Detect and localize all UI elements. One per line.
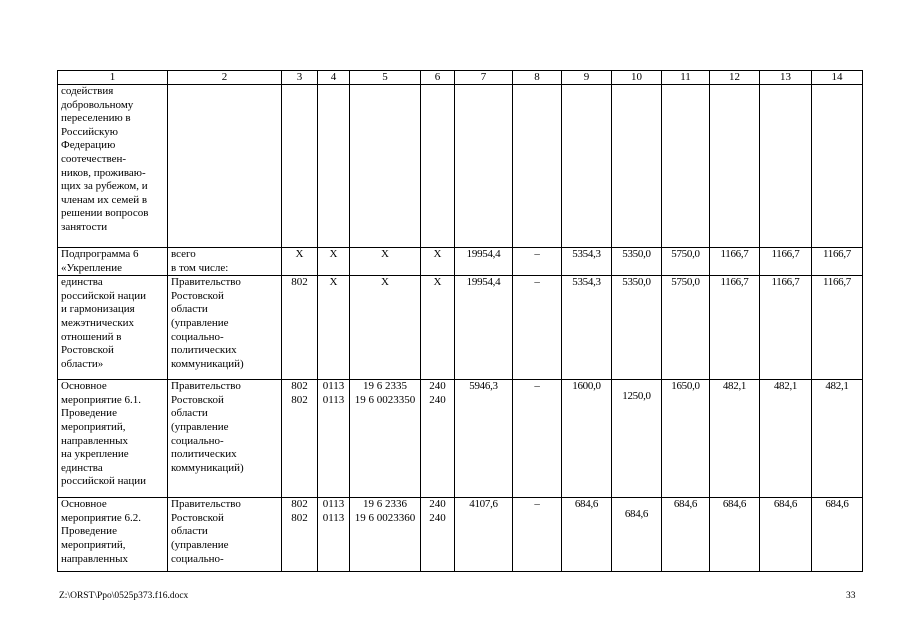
amount-cell: 684,6 bbox=[562, 498, 612, 572]
column-header: 1 bbox=[58, 71, 168, 85]
amount-cell: 5354,3 bbox=[562, 248, 612, 276]
amount-cell: 4107,6 bbox=[455, 498, 513, 572]
table-row bbox=[58, 85, 863, 248]
code-cell: Х bbox=[350, 276, 421, 380]
amount-cell: 5750,0 bbox=[662, 248, 710, 276]
amount-cell: 1600,0 bbox=[562, 380, 612, 498]
amount-cell: 684,6 bbox=[812, 498, 863, 572]
column-header: 11 bbox=[662, 71, 710, 85]
amount-cell: 684,6 bbox=[662, 498, 710, 572]
table-cell bbox=[421, 85, 455, 248]
amount-cell: 1650,0 bbox=[662, 380, 710, 498]
amount-value: 684,6 bbox=[624, 508, 649, 521]
code-line: 240 bbox=[429, 380, 446, 393]
header-row bbox=[58, 71, 863, 85]
amount-cell: 1166,7 bbox=[710, 248, 760, 276]
code-cell: Х bbox=[282, 248, 318, 276]
table-row bbox=[58, 276, 863, 380]
amount-cell: 5750,0 bbox=[662, 276, 710, 380]
table-row bbox=[58, 498, 863, 572]
code-cell bbox=[350, 498, 421, 572]
column-header: 2 bbox=[168, 71, 282, 85]
executor-cell: всего в том числе: bbox=[168, 248, 282, 276]
column-header: 4 bbox=[318, 71, 350, 85]
code-cell: Х bbox=[350, 248, 421, 276]
column-header: 10 bbox=[612, 71, 662, 85]
amount-cell: – bbox=[513, 248, 562, 276]
amount-cell: 5350,0 bbox=[612, 248, 662, 276]
amount-cell: 482,1 bbox=[760, 380, 812, 498]
executor-cell: Правительство Ростовской области (управление социально- политических коммуникаций) bbox=[168, 380, 282, 498]
table-cell bbox=[710, 85, 760, 248]
code-line: 802 bbox=[291, 393, 308, 406]
program-name-cell: Основное мероприятие 6.1. Проведение мероприятий, направленных на укрепление единства российской нации bbox=[58, 380, 168, 498]
code-cell bbox=[350, 380, 421, 498]
amount-cell bbox=[612, 380, 662, 498]
code-cell: 802 bbox=[282, 276, 318, 380]
amount-cell: 1166,7 bbox=[710, 276, 760, 380]
code-cell bbox=[318, 380, 350, 498]
amount-cell: 5354,3 bbox=[562, 276, 612, 380]
table-cell bbox=[513, 85, 562, 248]
code-line: 0113 bbox=[322, 511, 345, 524]
amount-cell: 19954,4 bbox=[455, 248, 513, 276]
code-line: 802 bbox=[291, 498, 308, 511]
amount-cell: – bbox=[513, 380, 562, 498]
program-name-cell: единства российской нации и гармонизация межэтнических отношений в Ростовской области» bbox=[58, 276, 168, 380]
code-line: 802 bbox=[291, 511, 308, 524]
executor-cell: Правительство Ростовской области (управление социально- bbox=[168, 498, 282, 572]
budget-table bbox=[57, 70, 863, 572]
column-header: 14 bbox=[812, 71, 863, 85]
amount-cell: 1166,7 bbox=[812, 276, 863, 380]
column-header: 9 bbox=[562, 71, 612, 85]
table-cell bbox=[350, 85, 421, 248]
code-cell: Х bbox=[318, 276, 350, 380]
amount-cell: 5946,3 bbox=[455, 380, 513, 498]
code-line: 240 bbox=[429, 498, 446, 511]
code-line: 19 6 0023350 bbox=[354, 393, 416, 406]
table-cell bbox=[318, 85, 350, 248]
table-row bbox=[58, 248, 863, 276]
column-header: 8 bbox=[513, 71, 562, 85]
table-cell bbox=[282, 85, 318, 248]
column-header: 7 bbox=[455, 71, 513, 85]
code-line: 19 6 2335 bbox=[363, 380, 407, 393]
amount-cell bbox=[612, 498, 662, 572]
column-header: 3 bbox=[282, 71, 318, 85]
amount-cell: 482,1 bbox=[710, 380, 760, 498]
amount-cell: 19954,4 bbox=[455, 276, 513, 380]
code-line: 19 6 2336 bbox=[363, 498, 407, 511]
table-row bbox=[58, 380, 863, 498]
program-name-cell: Подпрограмма 6 «Укрепление bbox=[58, 248, 168, 276]
code-cell bbox=[421, 380, 455, 498]
amount-cell: 684,6 bbox=[710, 498, 760, 572]
table-cell bbox=[662, 85, 710, 248]
table-cell bbox=[562, 85, 612, 248]
code-cell: Х bbox=[421, 276, 455, 380]
code-line: 240 bbox=[429, 511, 446, 524]
column-header: 5 bbox=[350, 71, 421, 85]
column-header: 13 bbox=[760, 71, 812, 85]
amount-cell: 1166,7 bbox=[760, 276, 812, 380]
code-line: 19 6 0023360 bbox=[354, 511, 416, 524]
code-cell bbox=[318, 498, 350, 572]
code-cell bbox=[282, 498, 318, 572]
code-line: 0113 bbox=[322, 393, 345, 406]
code-cell: Х bbox=[421, 248, 455, 276]
amount-value: 1250,0 bbox=[622, 390, 651, 403]
table-cell bbox=[168, 85, 282, 248]
column-header: 6 bbox=[421, 71, 455, 85]
amount-cell: – bbox=[513, 276, 562, 380]
code-line: 0113 bbox=[322, 498, 345, 511]
program-name-cell: Основное мероприятие 6.2. Проведение мероприятий, направленных bbox=[58, 498, 168, 572]
table-cell bbox=[760, 85, 812, 248]
amount-cell: 482,1 bbox=[812, 380, 863, 498]
amount-cell: 1166,7 bbox=[760, 248, 812, 276]
code-line: 240 bbox=[429, 393, 446, 406]
table-cell bbox=[455, 85, 513, 248]
code-line: 0113 bbox=[322, 380, 345, 393]
code-cell bbox=[282, 380, 318, 498]
page-number: 33 bbox=[846, 591, 856, 601]
amount-cell: 684,6 bbox=[760, 498, 812, 572]
amount-cell: – bbox=[513, 498, 562, 572]
table-cell bbox=[812, 85, 863, 248]
amount-cell: 1166,7 bbox=[812, 248, 863, 276]
program-name-cell: содействия добровольному переселению в Российскую Федерацию соотечествен- ников, проживаю- щих за рубежом, и членам их семей в решении вопросов занятости bbox=[58, 85, 168, 248]
code-cell bbox=[421, 498, 455, 572]
column-header: 12 bbox=[710, 71, 760, 85]
amount-cell: 5350,0 bbox=[612, 276, 662, 380]
code-cell: Х bbox=[318, 248, 350, 276]
code-line: 802 bbox=[291, 380, 308, 393]
footer-file-path: Z:\ORST\Ppo\0525p373.f16.docx bbox=[59, 591, 189, 601]
executor-cell: Правительство Ростовской области (управление социально- политических коммуникаций) bbox=[168, 276, 282, 380]
table-cell bbox=[612, 85, 662, 248]
